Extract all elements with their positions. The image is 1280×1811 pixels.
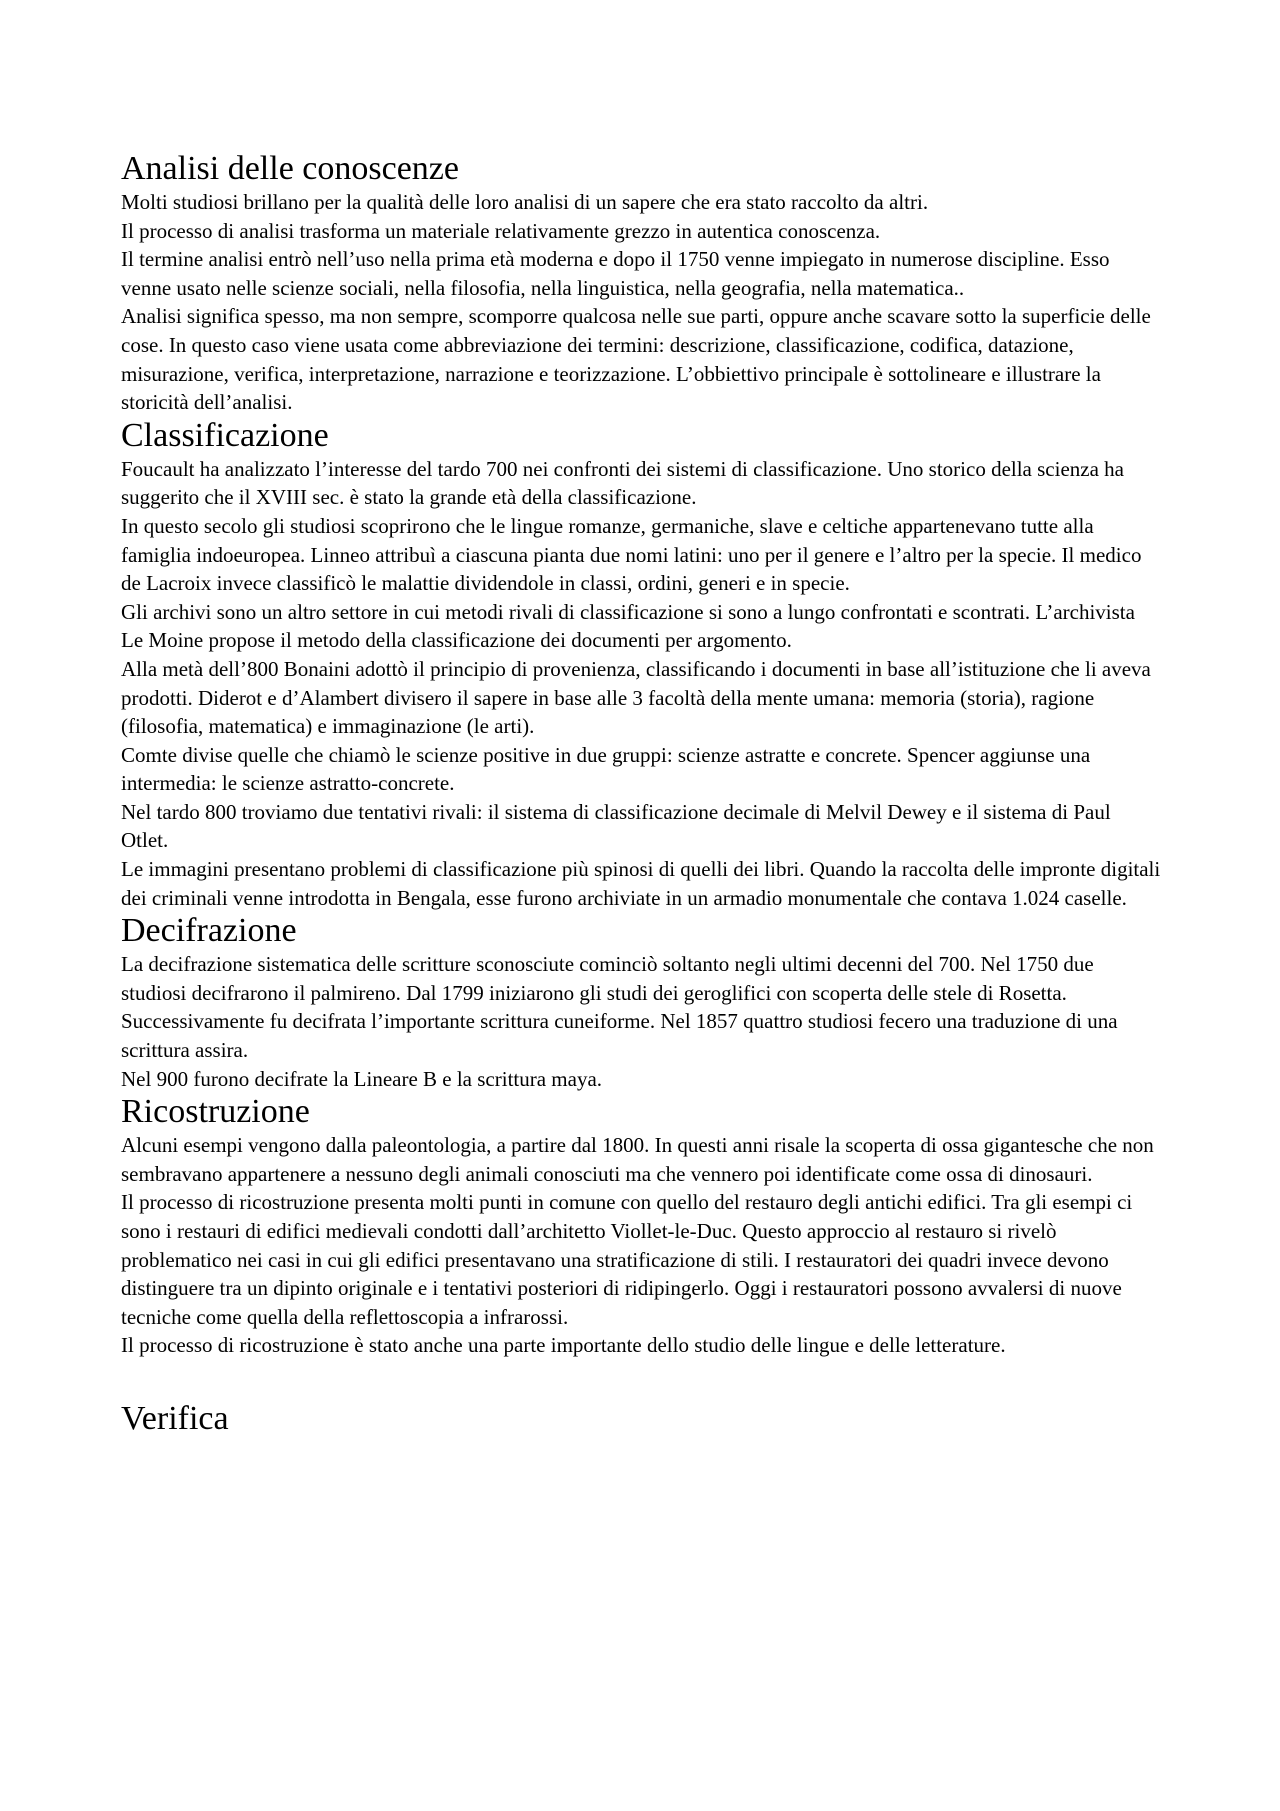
section-heading: Verifica — [121, 1399, 229, 1437]
section-decifrazione — [121, 912, 1161, 1093]
section-analisi — [121, 150, 1161, 417]
paragraph: Alcuni esempi vengono dalla paleontologia, a partire dal 1800. In questi anni risale la scoperta di ossa gigantesche che non sembravano appartenere a nessuno degli animali conosciuti ma che vennero poi identificate come ossa di dinosauri. — [121, 1133, 1154, 1186]
section-heading: Decifrazione — [121, 912, 297, 950]
paragraph: Gli archivi sono un altro settore in cui metodi rivali di classificazione si sono a lungo confrontati e scontrati. L’archivista Le Moine propose il metodo della classificazione dei documenti per argomento. — [121, 599, 1135, 653]
section-heading: Ricostruzione — [121, 1093, 310, 1131]
paragraph: Il termine analisi entrò nell’uso nella prima età moderna e dopo il 1750 venne impiegato in numerose discipline. Esso venne usato nelle scienze sociali, nella filosofia, nella linguistica, nella geografia, nella matematica.. — [121, 247, 1110, 300]
paragraph: La decifrazione sistematica delle scritture sconosciute cominciò soltanto negli ultimi decenni del 700. Nel 1750 due studiosi decifrarono il palmireno. Dal 1799 iniziarono gli studi dei geroglifici con scoperta delle stele di Rosetta. Successivamente fu decifrata l’importante scrittura cuneiforme. Nel 1857 quattro studiosi fecero una traduzione di una scrittura assira. — [121, 952, 1118, 1063]
section-heading: Classificazione — [121, 416, 329, 454]
paragraph: In questo secolo gli studiosi scoprirono che le lingue romanze, germaniche, slave e celtiche appartenevano tutte alla famiglia indoeuropea. Linneo attribuì a ciascuna pianta due nomi latini: uno per il genere e l’altro per la specie. Il medico de Lacroix invece classificò le malattie dividendole in classi, ordini, generi e in specie. — [121, 513, 1142, 596]
paragraph: Nel tardo 800 troviamo due tentativi rivali: il sistema di classificazione decimale di Melvil Dewey e il sistema di Paul Otlet. — [121, 799, 1111, 853]
paragraph: Foucault ha analizzato l’interesse del tardo 700 nei confronti dei sistemi di classificazione. Uno storico della scienza ha suggerito che il XVIII sec. è stato la grande età della classificazione. — [121, 456, 1124, 510]
section-heading: Analisi delle conoscenze — [121, 150, 459, 187]
paragraph: Comte divise quelle che chiamò le scienze positive in due gruppi: scienze astratte e concrete. Spencer aggiunse una intermedia: le scienze astratto-concrete. — [121, 742, 1091, 796]
section-classificazione — [121, 417, 1161, 913]
paragraph: Il processo di ricostruzione è stato anche una parte importante dello studio delle lingue e delle letterature. — [121, 1333, 1006, 1358]
paragraph: Alla metà dell’800 Bonaini adottò il principio di provenienza, classificando i documenti in base all’istituzione che li aveva prodotti. Diderot e d’Alambert divisero il sapere in base alle 3 facoltà della mente umana: memoria (storia), ragione (filosofia, matematica) e immaginazione (le arti). — [121, 656, 1151, 739]
section-verifica — [121, 1400, 1161, 1438]
blank-line — [121, 1360, 1161, 1400]
paragraph: Analisi significa spesso, ma non sempre, scomporre qualcosa nelle sue parti, oppure anche scavare sotto la superficie delle cose. In questo caso viene usata come abbreviazione dei termini: descrizione, classificazione, codifica, datazione, misurazione, verifica, interpretazione, narrazione e teorizzazione. L’obbiettivo principale è sottolineare e illustrare la storicità dell’analisi. — [121, 304, 1151, 415]
paragraph: Le immagini presentano problemi di classificazione più spinosi di quelli dei libri. Quando la raccolta delle impronte digitali dei criminali venne introdotta in Bengala, esse furono archiviate in un armadio monumentale che contava 1.024 caselle. — [121, 857, 1161, 910]
section-ricostruzione — [121, 1093, 1161, 1360]
paragraph: Molti studiosi brillano per la qualità delle loro analisi di un sapere che era stato raccolto da altri. — [121, 190, 929, 214]
paragraph: Il processo di ricostruzione presenta molti punti in comune con quello del restauro degli antichi edifici. Tra gli esempi ci sono i restauri di edifici medievali condotti dall’architetto Viollet-le-Duc. Questo approccio al restauro si rivelò problematico nei casi in cui gli edifici presentavano una stratificazione di stili. I restauratori dei quadri invece devono distinguere tra un dipinto originale e i tentativi posteriori di ridipingerlo. Oggi i restauratori possono avvalersi di nuove tecniche come quella della reflettoscopia a infrarossi. — [121, 1190, 1133, 1329]
paragraph: Il processo di analisi trasforma un materiale relativamente grezzo in autentica conoscenza. — [121, 218, 881, 243]
paragraph: Nel 900 furono decifrate la Lineare B e la scrittura maya. — [121, 1066, 603, 1091]
document-page — [121, 150, 1161, 1438]
